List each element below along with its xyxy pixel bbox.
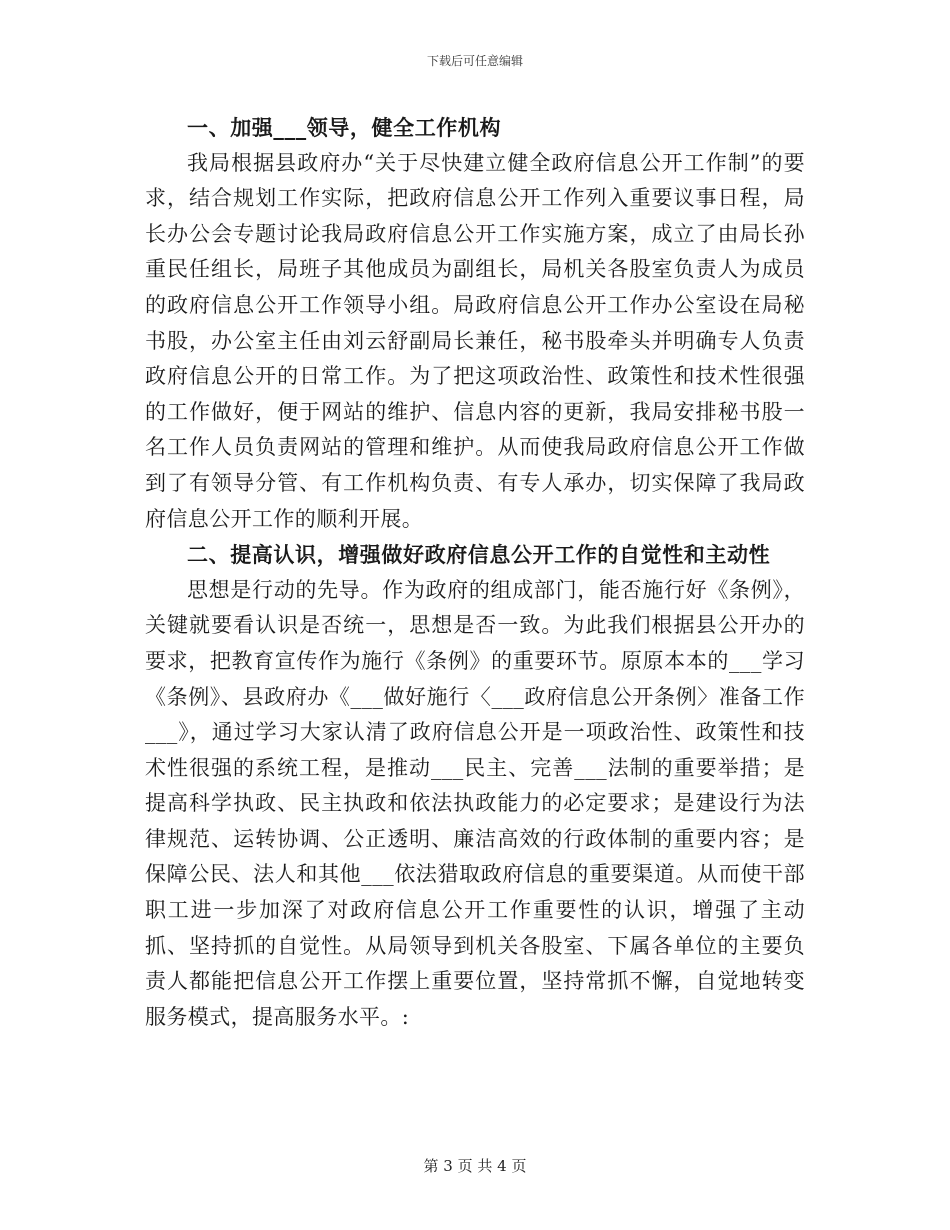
page-number-footer: 第 3 页 共 4 页 xyxy=(423,1157,527,1175)
section-1-paragraph: 我局根据县政府办“关于尽快建立健全政府信息公开工作制”的要求，结合规划工作实际，把政府信息公开工作列入重要议事日程，局长办公会专题讨论我局政府信息公开工作实施方案，成立了由局长孙重民任组长，局班子其他成员为副组长，局机关各股室负责人为成员的政府信息公开工作领导小组。局政府信息公开工作办公室设在局秘书股，办公室主任由刘云舒副局长兼任，秘书股牵头并明确专人负责政府信息公开的日常工作。为了把这项政治性、政策性和技术性很强的工作做好，便于网站的维护、信息内容的更新，我局安排秘书股一名工作人员负责网站的管理和维护。从而使我局政府信息公开工作做到了有领导分管、有工作机构负责、有专人承办，切实保障了我局政府信息公开工作的顺利开展。 xyxy=(145,150,805,531)
page-header: 下载后可任意编辑 xyxy=(426,54,523,68)
section-2-paragraph: 思想是行动的先导。作为政府的组成部门，能否施行好《条例》，关键就要看认识是否统一，思想是否一致。为此我们根据县公开办的要求，把教育宣传作为施行《条例》的重要环节。原原本本的___学习《条例》、县政府办《___做好施行〈___政府信息公开条例〉准备工作___》，通过学习大家认清了政府信息公开是一项政治性、政策性和技术性很强的系统工程，是推动___民主、完善___法制的重要举措；是提高科学执政、民主执政和依法执政能力的必定要求；是建设行为法律规范、运转协调、公正透明、廉洁高效的行政体制的重要内容；是保障公民、法人和其他___依法猎取政府信息的重要渠道。从而使干部职工进一步加深了对政府信息公开工作重要性的认识，增强了主动抓、坚持抓的自觉性。从局领导到机关各股室、下属各单位的主要负责人都能把信息公开工作摆上重要位置，坚持常抓不懈，自觉地转变服务模式，提高服务水平。: xyxy=(145,577,805,1029)
section-2-heading: 二、提高认识，增强做好政府信息公开工作的自觉性和主动性 xyxy=(187,542,771,568)
section-1-heading: 一、加强___领导，健全工作机构 xyxy=(187,115,502,140)
document-body xyxy=(145,110,805,1035)
